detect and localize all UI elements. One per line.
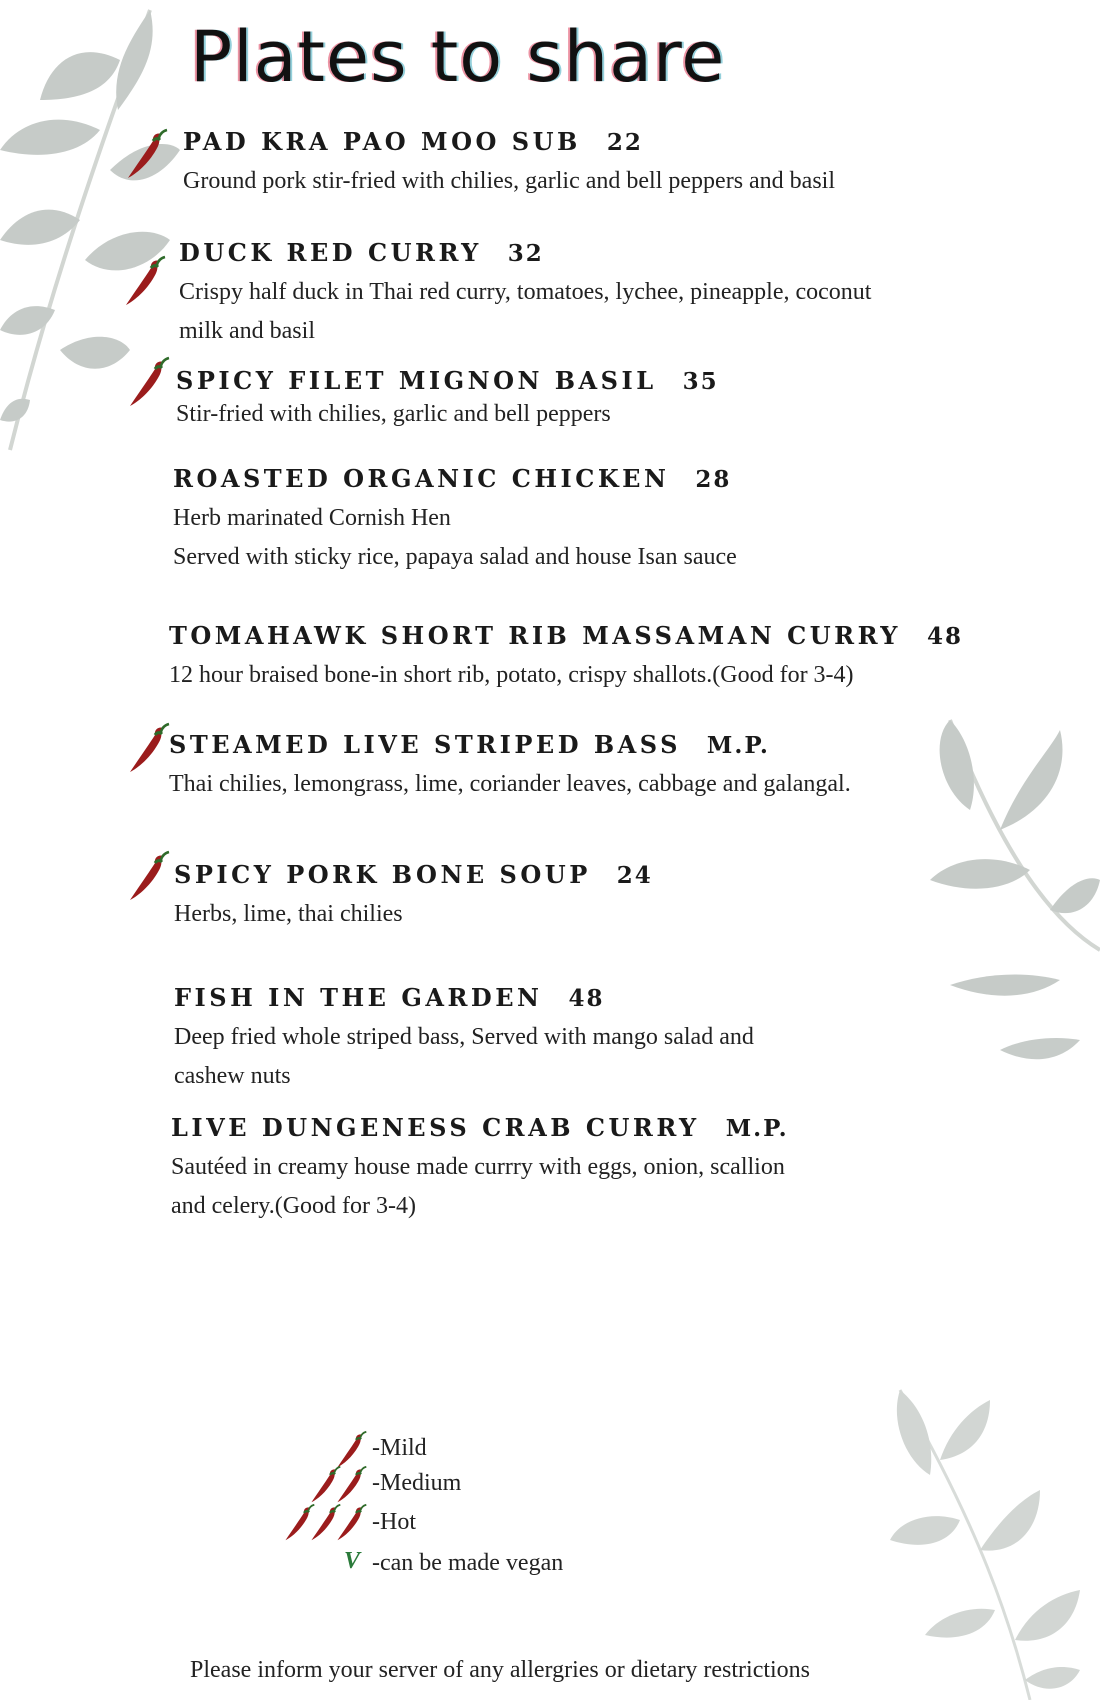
item-description-line: milk and basil [179,318,315,344]
menu-item [169,730,851,804]
item-description-line: Crispy half duck in Thai red curry, tomatoes, lychee, pineapple, coconut [179,279,872,305]
item-price: 35 [682,368,719,395]
item-name: LIVE DUNGENESS CRAB CURRY [171,1113,700,1142]
item-description [176,395,719,434]
page-title: Plates to share [190,16,726,98]
item-description-line: Sautéed in creamy house made currry with eggs, onion, scallion [171,1154,785,1180]
legend-vegan: -can be made vegan [372,1550,564,1576]
item-name: FISH IN THE GARDEN [174,983,543,1012]
item-description [173,499,737,577]
item-price: 48 [568,985,605,1012]
menu-item [174,860,653,934]
legend-mild: -Mild [372,1435,427,1461]
item-description-line: Served with sticky rice, papaya salad and house Isan sauce [173,544,737,570]
menu-item [171,1113,789,1226]
item-description-line: Deep fried whole striped bass, Served with mango salad and [174,1024,754,1050]
item-description-line: Herb marinated Cornish Hen [173,505,451,531]
item-name: TOMAHAWK SHORT RIB MASSAMAN CURRY [169,621,901,650]
chili-mild-icon [124,255,170,311]
item-description-line: cashew nuts [174,1063,291,1089]
item-name: SPICY PORK BONE SOUP [174,860,591,889]
chili-medium-icon [310,1465,344,1507]
item-price: M.P. [706,732,770,759]
item-price: M.P. [725,1115,789,1142]
menu-item [174,983,754,1096]
item-description-line: Herbs, lime, thai chilies [174,901,403,927]
item-description [174,895,653,934]
item-description [169,765,851,804]
menu-item [179,238,871,351]
item-description [169,656,963,695]
chili-hot-icon [310,1503,344,1545]
vegan-mark-icon: V [344,1548,361,1574]
item-price: 28 [695,466,732,493]
menu-item [169,621,963,695]
item-description-line: Stir-fried with chilies, garlic and bell peppers [176,401,611,427]
item-description [174,1018,754,1096]
menu-item [173,464,737,577]
allergy-notice: Please inform your server of any allergries or dietary restrictions [190,1657,811,1683]
item-name: STEAMED LIVE STRIPED BASS [169,730,681,759]
item-description-line: Ground pork stir-fried with chilies, garlic and bell peppers and basil [183,168,836,194]
legend-medium: -Medium [372,1470,462,1496]
legend-hot: -Hot [372,1509,416,1535]
item-name: DUCK RED CURRY [179,238,482,267]
item-name: SPICY FILET MIGNON BASIL [176,366,657,395]
item-description-line: and celery.(Good for 3-4) [171,1193,417,1219]
leaf-branch-bottom-right [880,1380,1100,1700]
item-name: PAD KRA PAO MOO SUB [183,127,581,156]
item-description-line: 12 hour braised bone-in short rib, potato, crispy shallots.(Good for 3-4) [169,662,854,688]
item-price: 48 [926,623,963,650]
menu-item [183,127,835,201]
item-description-line: Thai chilies, lemongrass, lime, coriander leaves, cabbage and galangal. [169,771,851,797]
chili-mild-icon [336,1430,370,1472]
item-description [179,273,871,351]
chili-mild-icon [126,128,172,184]
leaf-branch-right [910,700,1100,1080]
item-description [171,1148,789,1226]
item-name: ROASTED ORGANIC CHICKEN [173,464,670,493]
chili-mild-icon [128,356,174,412]
chili-mild-icon [128,722,174,778]
menu-item [176,366,719,434]
chili-medium-icon [336,1465,370,1507]
chili-hot-icon [284,1503,318,1545]
item-description [183,162,835,201]
chili-hot-icon [336,1503,370,1545]
chili-mild-icon [128,850,174,906]
item-price: 22 [606,129,643,156]
item-price: 24 [616,862,653,889]
item-price: 32 [507,240,544,267]
